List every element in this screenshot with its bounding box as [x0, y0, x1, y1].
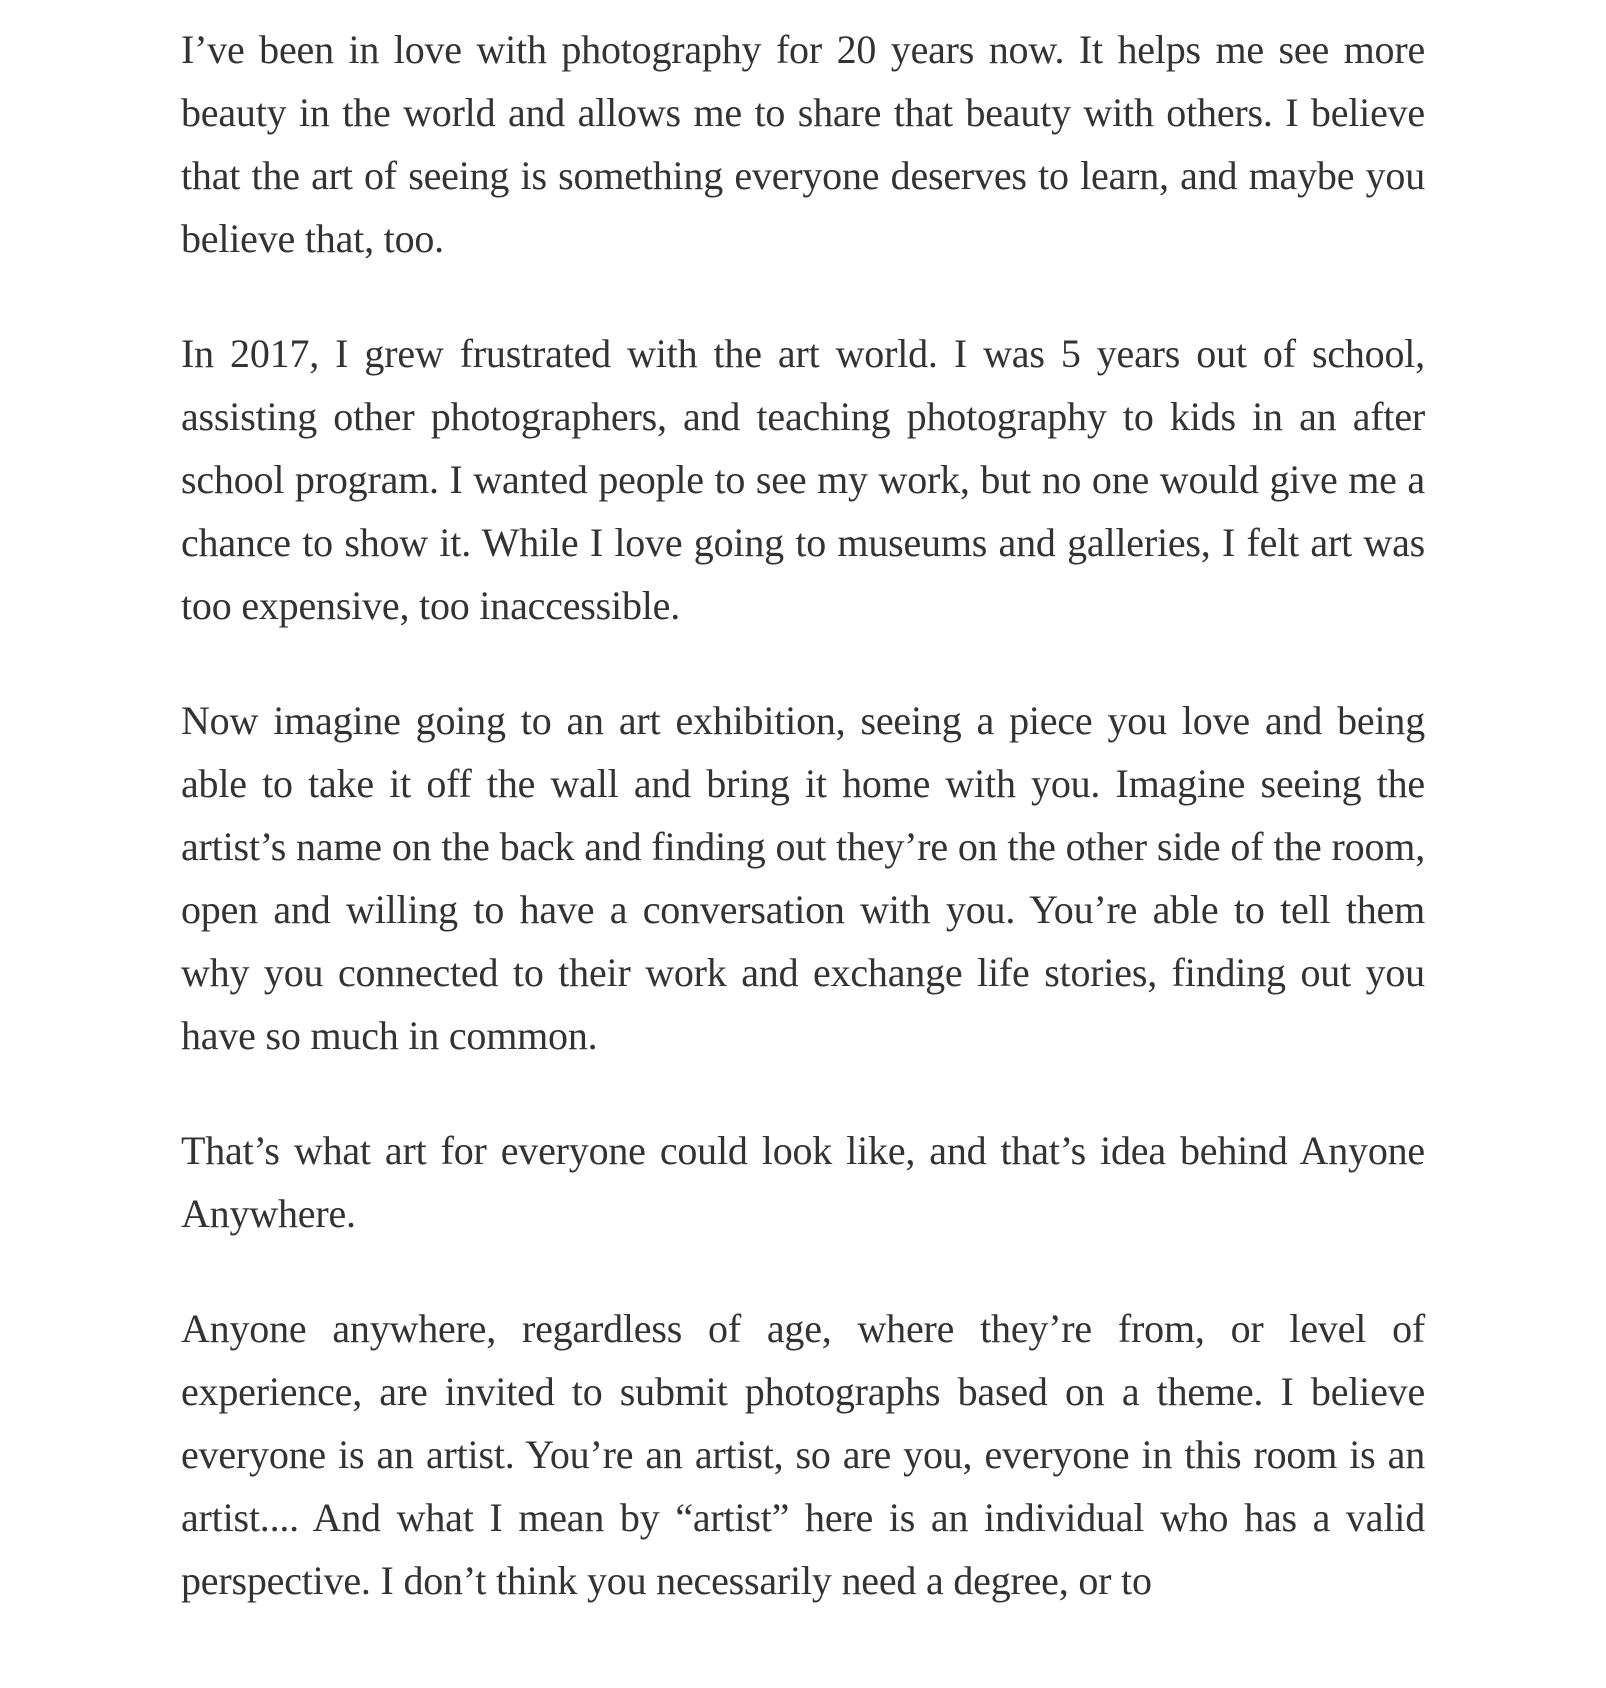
paragraph-idea: That’s what art for everyone could look like, and that’s idea behind Anyone Anywhere.	[181, 1128, 1425, 1236]
article-body	[181, 18, 1425, 1664]
paragraph-imagine: Now imagine going to an art exhibition, seeing a piece you love and being able to take it off the wall and bring it home with you. Imagine seeing the artist’s name on the back and finding out they’re on the other side of the room, open and willing to have a conversation with you. You’re able to tell them why you connected to their work and exchange life stories, finding out you have so much in common.	[181, 698, 1425, 1058]
paragraph-intro: I’ve been in love with photography for 20 years now. It helps me see more beauty in the world and allows me to share that beauty with others. I believe that the art of seeing is something everyone deserves to learn, and maybe you believe that, too.	[181, 27, 1425, 261]
paragraph-2017: In 2017, I grew frustrated with the art world. I was 5 years out of school, assisting other photographers, and teaching photography to kids in an after school program. I wanted people to see my work, but no one would give me a chance to show it. While I love going to museums and galleries, I felt art was too expensive, too inaccessible.	[181, 331, 1425, 628]
paragraph-anyone-anywhere: Anyone anywhere, regardless of age, where they’re from, or level of experience, are invited to submit photographs based on a theme. I believe everyone is an artist. You’re an artist, so are you, everyone in this room is an artist.... And what I mean by “artist” here is an individual who has a valid perspective. I don’t think you necessarily need a degree, or to	[181, 1306, 1425, 1603]
